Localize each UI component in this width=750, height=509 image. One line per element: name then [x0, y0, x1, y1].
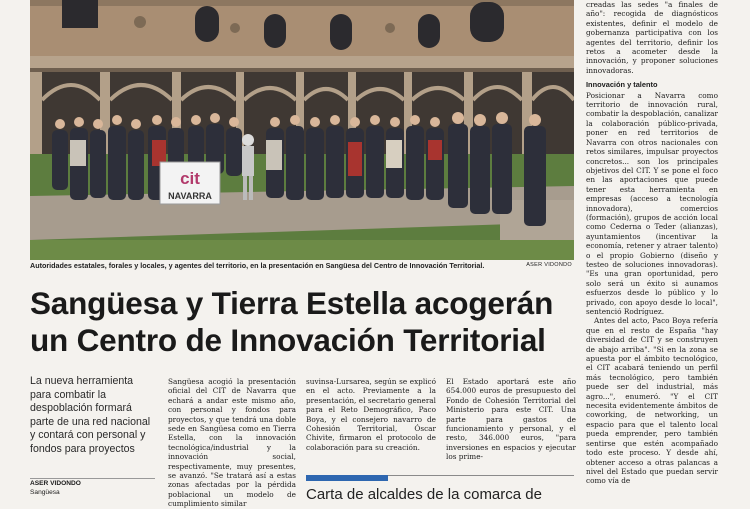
caption-text: Autoridades estatales, forales y locales, y agentes del territorio, en la presentación en Sangüesa del Centro de Innovación Territorial. — [30, 261, 485, 270]
subheading-innovacion: Innovación y talento — [586, 80, 658, 90]
right-column-paragraph-2: Antes del acto, Paco Boya refería que en el resto de España "hay diversidad de CIT y se construyen de abajo arriba". "Si en la zona se apuesta por el ámbito tecnológico, el CIT acabará teniendo un perfil más tecnológico, pero también puede ser del industrial, más agro...", enumeró. "Y el CIT necesita evidentemente ámbitos de coworking, de networking, un espacio para que el talento local pueda emprender, pero también sentirse que estén acompañado todo este proceso. Y desde ahí, obtener acceso a otras palancas a nivel del Estado que puedan servir como vía de — [586, 316, 718, 486]
sign-label: NAVARRA — [168, 191, 212, 201]
related-box — [306, 472, 574, 500]
sign-logo-text: cit — [180, 169, 200, 188]
body-column-2: suvinsa-Lursarea, según se explicó en el acto. Previamente a la presentación, el secretario general para el Reto Demográfico, Paco Boya, y el consejero navarro de Cohesión Territorial, Óscar Chivite, firmaron el protocolo de colaboración para su creación. — [306, 377, 436, 452]
right-column-paragraph-1: Posicionar a Navarra como territorio de innovación rural, combatir la despoblación, canalizar la colaboración público-privada, poner en red territorios de Navarra con otros nacionales con retos similares, impulsar proyectos concretos... son los principales objetivos del CIT. Y se pone el foco en las aportaciones que puede tener esta herramienta en empresas (acceso a tecnología innovadora), comercios (formación), grupos de acción local como Cederna o Teder (alianzas), ayuntamientos (incentivar la economía, retener y atraer talento) o el propio Gobierno (diseño y testeo de soluciones innovadoras). "Es una gran oportunidad, pero solo será un éxito si aunamos esfuerzos desde lo público y lo privado, con apoyo desde lo local", sentenció Rodríguez. — [586, 90, 718, 316]
right-column-top: creadas las sedes "a finales de año": recogida de diagnósticos existentes, definir el modelo de gobernanza participativa con los agentes del territorio, definir los retos a acometer desde la innovación, y proponer soluciones innovadoras. — [586, 0, 718, 75]
photo-credit: ASER VIDONDO — [526, 262, 572, 268]
cloister-photo-illustration — [30, 0, 574, 260]
box-title: Carta de alcaldes de la comarca de — [306, 486, 542, 500]
headline-line-1: Sangüesa y Tierra Estella acogerán — [30, 285, 554, 321]
byline-place: Sangüesa — [30, 488, 60, 496]
right-column — [586, 0, 718, 500]
box-accent-bar — [306, 475, 388, 481]
article-lead: La nueva herramienta para combatir la despoblación formará parte de una red nacional y contará con personal y fondos para proyectos — [30, 375, 151, 455]
body-column-3: El Estado aportará este año 654.000 euros de presupuesto del Fondo de Cohesión Territorial del Ministerio para este CIT. Una parte para gastos de funcionamiento y personal, y el resto, 346.000 euros, "para inversiones en espacios y ejecutar los prime- — [446, 377, 576, 462]
news-photo — [30, 0, 574, 260]
body-column-1: Sangüesa acogió la presentación oficial del CIT de Navarra que echará a andar este mismo año, con personal y fondos para proyectos, y que tendrá una doble sede en Sangüesa como en Tierra Estella, con la innovación tecnológica/industrial y la innovación social, respectivamente, muy presentes, se avanzó. "Se tratará así a estas zonas afectadas por la pérdida poblacional un modelo de cumplimiento similar — [168, 377, 296, 509]
photo-caption — [30, 261, 574, 273]
headline-line-2: un Centro de Innovación Territorial — [30, 322, 546, 358]
article-headline — [30, 285, 580, 359]
byline — [30, 478, 155, 497]
byline-author: ASER VIDONDO — [30, 480, 81, 487]
